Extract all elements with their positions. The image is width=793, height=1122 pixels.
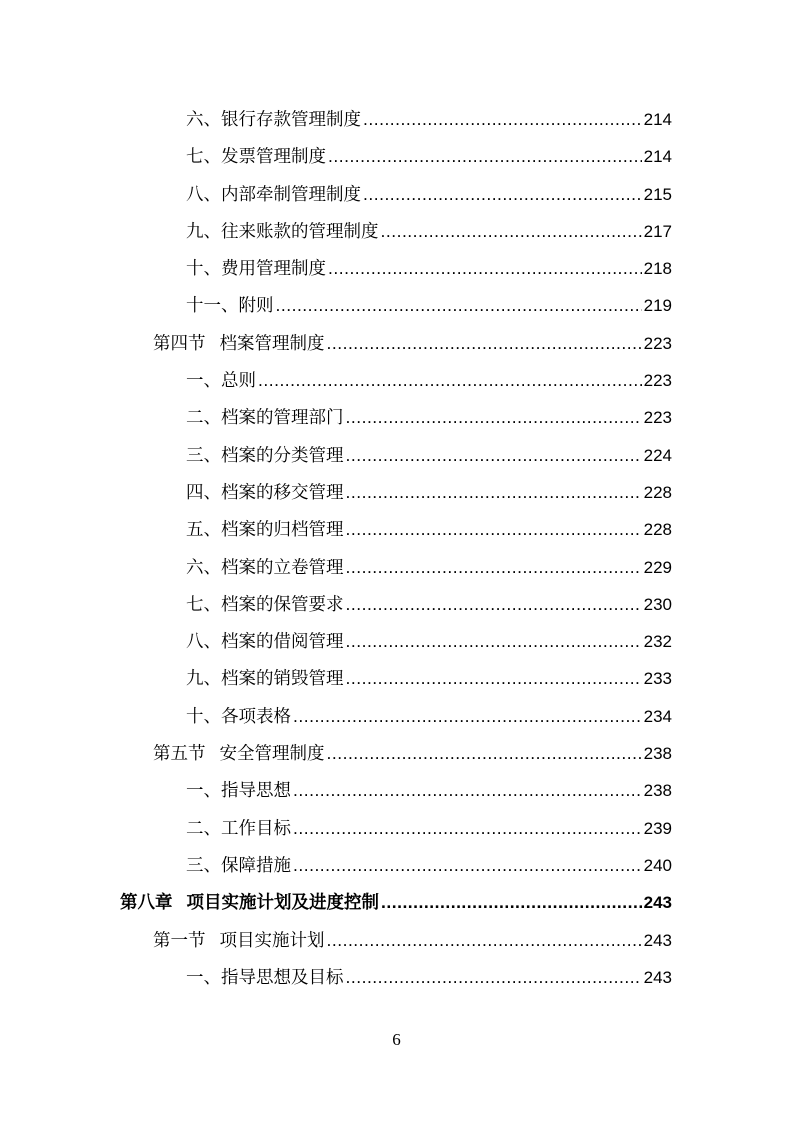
toc-entry-label [186, 363, 256, 400]
toc-entry-title: 档案的借阅管理 [221, 632, 344, 653]
toc-entry-page: 228 [643, 482, 672, 502]
toc-entry[interactable] [0, 884, 793, 921]
toc-entry-page: 224 [643, 445, 672, 465]
toc-entry-label [186, 102, 361, 139]
toc-entry[interactable] [0, 437, 793, 474]
dot-leader [381, 884, 642, 921]
toc-entry-title: 指导思想 [221, 781, 291, 802]
toc-entry[interactable] [0, 511, 793, 548]
toc-entry-page: 239 [643, 818, 672, 838]
dot-leader [293, 772, 642, 809]
toc-entry-label [186, 251, 326, 288]
toc-entry[interactable] [0, 101, 793, 138]
toc-entry[interactable] [0, 772, 793, 809]
toc-entry-label [186, 773, 291, 810]
toc-entry-number: 一、 [186, 781, 221, 802]
toc-entry-page: 233 [643, 669, 672, 689]
toc-entry-page: 238 [643, 744, 672, 764]
toc-entry[interactable] [0, 586, 793, 623]
toc-entry-title: 档案管理制度 [219, 333, 325, 354]
toc-entry-page: 219 [643, 296, 672, 316]
toc-entry[interactable] [0, 399, 793, 436]
dot-leader [276, 287, 642, 324]
toc-entry-number: 一、 [186, 371, 221, 392]
toc-entry-title: 总则 [221, 371, 256, 392]
toc-entry-label [186, 624, 344, 661]
toc-entry-number: 七、 [186, 147, 221, 168]
toc-entry-label [186, 214, 379, 251]
toc-entry-number: 六、 [186, 110, 221, 130]
toc-entry-page: 228 [643, 520, 672, 540]
toc-entry[interactable] [0, 287, 793, 324]
toc-entry[interactable] [0, 362, 793, 399]
toc-entry[interactable] [0, 325, 793, 362]
toc-entry-label [120, 885, 379, 922]
dot-leader [346, 586, 642, 623]
toc-entry-number: 第四节 [153, 333, 206, 354]
toc-entry-title: 项目实施计划及进度控制 [186, 893, 379, 914]
toc-entry-page: 218 [643, 259, 672, 279]
toc-entry-number: 八、 [186, 632, 221, 653]
dot-leader [327, 735, 642, 772]
toc-entry-title: 银行存款管理制度 [221, 110, 361, 130]
toc-entry-page: 240 [643, 855, 672, 875]
toc-entry-title: 档案的分类管理 [221, 445, 344, 466]
dot-leader [258, 362, 642, 399]
toc-entry[interactable] [0, 213, 793, 250]
toc-entry-number: 五、 [186, 520, 221, 541]
toc-entry-label [186, 438, 344, 475]
dot-leader [346, 437, 642, 474]
toc-entry-number: 十、 [186, 706, 221, 727]
toc-entry[interactable] [0, 250, 793, 287]
toc-entry-page: 243 [643, 893, 672, 913]
toc-entry-title: 费用管理制度 [221, 259, 326, 280]
toc-entry-title: 发票管理制度 [221, 147, 326, 168]
toc-entry-number: 第一节 [153, 930, 206, 951]
toc-entry-page: 223 [643, 408, 672, 428]
toc-entry-page: 232 [643, 632, 672, 652]
dot-leader [293, 847, 642, 884]
dot-leader [363, 101, 642, 138]
table-of-contents [0, 101, 793, 996]
toc-entry-page: 238 [643, 781, 672, 801]
toc-entry[interactable] [0, 847, 793, 884]
toc-entry-label [186, 699, 291, 736]
toc-entry-title: 保障措施 [221, 855, 291, 876]
toc-entry-title: 工作目标 [221, 818, 291, 839]
toc-entry-label [186, 400, 344, 437]
toc-entry[interactable] [0, 623, 793, 660]
toc-entry-label [153, 736, 325, 773]
toc-entry-page: 223 [643, 371, 672, 391]
toc-entry-label [186, 139, 326, 176]
dot-leader [328, 138, 642, 175]
dot-leader [346, 660, 642, 697]
dot-leader [293, 810, 642, 847]
page-number: 6 [392, 1030, 401, 1049]
toc-entry-number: 二、 [186, 818, 221, 839]
toc-entry-page: 217 [643, 221, 672, 241]
toc-entry[interactable] [0, 810, 793, 847]
toc-entry[interactable] [0, 549, 793, 586]
toc-entry-number: 第八章 [120, 893, 173, 914]
toc-entry-title: 档案的保管要求 [221, 594, 344, 615]
toc-entry-title: 档案的移交管理 [221, 482, 344, 503]
toc-entry-title: 档案的管理部门 [221, 408, 344, 429]
toc-entry-label [186, 288, 274, 325]
toc-entry-number: 十一、 [186, 296, 239, 317]
toc-entry-title: 项目实施计划 [219, 930, 325, 951]
toc-entry[interactable] [0, 660, 793, 697]
toc-entry-label [186, 475, 344, 512]
toc-entry-label [186, 550, 344, 587]
dot-leader [346, 623, 642, 660]
toc-entry-page: 243 [643, 967, 672, 987]
dot-leader [346, 399, 642, 436]
toc-entry-label [186, 512, 344, 549]
toc-entry-title: 附则 [238, 296, 274, 317]
toc-entry-number: 第五节 [153, 744, 206, 765]
dot-leader [293, 698, 642, 735]
toc-entry[interactable] [0, 735, 793, 772]
dot-leader [363, 176, 642, 213]
toc-entry-title: 档案的立卷管理 [221, 557, 344, 578]
toc-entry-label [186, 661, 344, 698]
toc-entry-number: 一、 [186, 967, 221, 988]
toc-entry-label [153, 326, 325, 363]
toc-entry-label [153, 923, 325, 960]
toc-entry-page: 223 [643, 333, 672, 353]
toc-entry-label [186, 960, 344, 997]
toc-entry-number: 八、 [186, 184, 221, 205]
toc-entry-title: 指导思想及目标 [221, 967, 344, 988]
dot-leader [327, 325, 642, 362]
toc-entry-number: 二、 [186, 408, 221, 429]
toc-entry[interactable] [0, 698, 793, 735]
dot-leader [346, 959, 642, 996]
toc-entry[interactable] [0, 138, 793, 175]
toc-entry-number: 三、 [186, 445, 221, 466]
toc-entry-page: 243 [643, 930, 672, 950]
toc-entry-number: 十、 [186, 259, 221, 280]
dot-leader [346, 474, 642, 511]
toc-entry-page: 215 [643, 184, 672, 204]
toc-entry-title: 档案的销毁管理 [221, 669, 344, 690]
toc-entry[interactable] [0, 474, 793, 511]
toc-entry[interactable] [0, 922, 793, 959]
toc-entry-title: 内部牵制管理制度 [221, 184, 361, 205]
dot-leader [328, 250, 642, 287]
toc-entry-page: 214 [643, 147, 672, 167]
toc-entry[interactable] [0, 176, 793, 213]
toc-entry-page: 234 [643, 706, 672, 726]
toc-entry-number: 九、 [186, 669, 221, 690]
toc-entry-number: 三、 [186, 855, 221, 876]
toc-entry-number: 七、 [186, 594, 221, 615]
toc-entry-title: 安全管理制度 [219, 744, 325, 765]
toc-entry-label [186, 811, 291, 848]
toc-entry-label [186, 177, 361, 214]
dot-leader [381, 213, 642, 250]
toc-entry[interactable] [0, 959, 793, 996]
dot-leader [346, 511, 642, 548]
toc-entry-page: 230 [643, 594, 672, 614]
toc-entry-number: 六、 [186, 557, 221, 578]
toc-entry-number: 九、 [186, 221, 221, 242]
toc-entry-page: 214 [643, 110, 672, 129]
toc-entry-title: 档案的归档管理 [221, 520, 344, 541]
toc-entry-title: 各项表格 [221, 706, 291, 727]
toc-entry-number: 四、 [186, 482, 221, 503]
toc-entry-page: 229 [643, 557, 672, 577]
dot-leader [346, 549, 642, 586]
toc-entry-label [186, 587, 344, 624]
toc-entry-label [186, 848, 291, 885]
toc-entry-title: 往来账款的管理制度 [221, 221, 379, 242]
dot-leader [327, 922, 642, 959]
